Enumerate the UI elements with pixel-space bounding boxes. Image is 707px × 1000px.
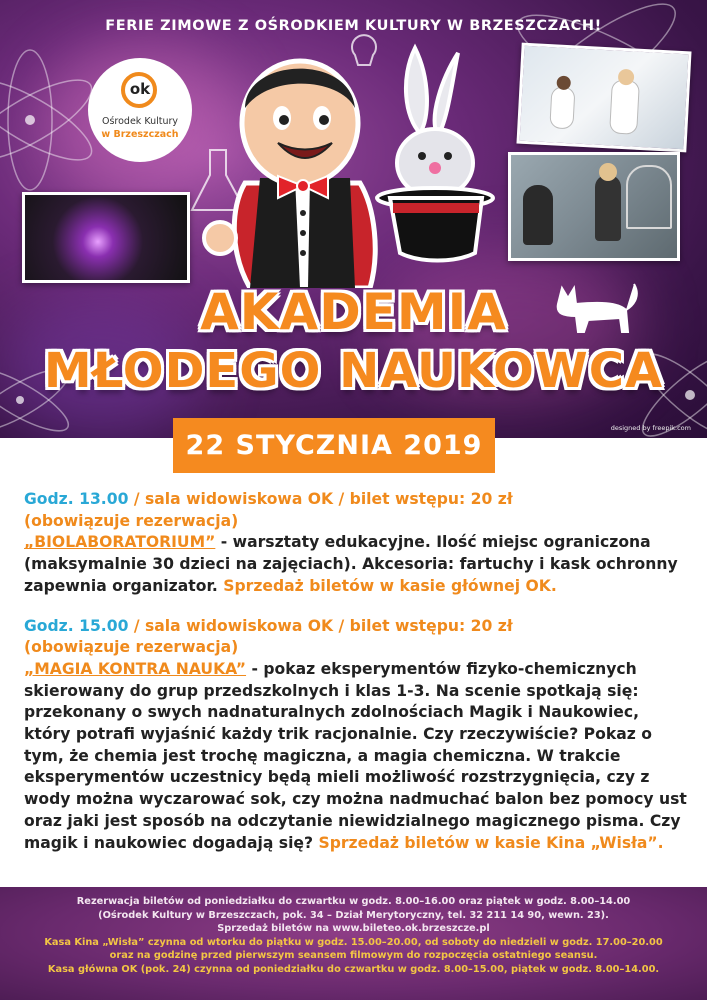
event-1-header [24, 489, 689, 511]
magician-illustration-icon [190, 38, 520, 288]
lab-kids-photo [516, 43, 691, 153]
footer-line-3: Sprzedaż biletów na www.bileteo.ok.brzeszcze.pl [217, 923, 490, 935]
plasma-ball-photo [22, 192, 190, 283]
footer-line-4: Kasa Kina „Wisła” czynna od wtorku do piątku w godz. 15.00–20.00, od soboty do niedzieli w godz. 17.00–20.00 [44, 936, 663, 948]
footer-line-5: oraz na godzinę przed pierwszym seansem filmowym do rozpoczęcia ostatniego seansu. [109, 950, 598, 962]
logo-mark: ok [129, 80, 151, 98]
ok-logo [88, 58, 192, 162]
hero-background [0, 0, 707, 438]
title-line-1: AKADEMIA [200, 283, 507, 341]
event-date: 22 STYCZNIA 2019 [173, 418, 495, 473]
title-line-2: MŁODEGO NAUKOWCA [43, 343, 664, 399]
logo-line-1: Ośrodek Kultury [101, 116, 179, 127]
event-1-info: / sala widowiskowa OK / bilet wstępu: 20 zł [128, 490, 513, 508]
footer-line-6: Kasa główna OK (pok. 24) czynna od poniedziałku do czwartku w godz. 8.00–15.00, piątek w godz. 8.00–14.00. [47, 963, 660, 975]
event-2-header [24, 616, 689, 638]
event-2-desc: - pokaz eksperymentów fizyko-chemicznych skierowany do grup przedszkolnych i klas 1-3. Na scenie spotkają się: przekonany o swych nadnaturalnych zdolnościach Magik i Naukowiec, który potrafi wyjaśnić każdy trik racjonalnie. Czy rzeczywiście? Pokaz o tym, że chemia jest trochę magiczna, a magia chemiczna. W trakcie eksperymentów uczestnicy będą mieli możliwość rozstrzygnięcia, czy z wody można wyczarować sok, czy można nadmuchać balon bez pomocy ust oraz jaki jest sposób na odczytanie niewidzialnego magicznego pisma. Czy magik i naukowiec dogadają się? [24, 659, 687, 852]
event-2-info: / sala widowiskowa OK / bilet wstępu: 20 zł [128, 616, 513, 635]
experiment-kids-photo [508, 152, 680, 261]
footer-line-2: (Ośrodek Kultury w Brzeszczach, pok. 34 – Dział Merytoryczny, tel. 32 211 14 90, wewn. 23). [98, 909, 609, 921]
footer-info [0, 887, 707, 1000]
event-1-body [24, 532, 689, 597]
event-2-name: „MAGIA KONTRA NAUKA” [24, 659, 247, 678]
event-1-sale: Sprzedaż biletów w kasie głównej OK. [223, 576, 557, 595]
footer-line-1: Rezerwacja biletów od poniedziałku do czwartku w godz. 8.00–16.00 oraz piątek w godz. 8.00–14.00 [76, 896, 631, 907]
event-description [24, 489, 689, 854]
top-banner: FERIE ZIMOWE Z OŚRODKIEM KULTURY W BRZESZCZACH! [105, 18, 602, 34]
event-1-time: Godz. 13.00 [24, 490, 129, 508]
event-2-reservation: (obowiązuje rezerwacja) [24, 638, 239, 657]
event-2-body [24, 659, 689, 854]
event-2-sale: Sprzedaż biletów w kasie Kina „Wisła”. [318, 833, 664, 852]
event-2-time: Godz. 15.00 [24, 616, 129, 635]
logo-line-2: w Brzeszczach [101, 129, 179, 140]
image-credit: designed by freepik.com [610, 424, 691, 432]
event-1-desc: - warsztaty edukacyjne. Ilość miejsc ograniczona (maksymalnie 30 dzieci na zajęciach). Akcesoria: fartuchy i kask ochronny zapewnia organizator. [24, 533, 678, 595]
event-1-name: „BIOLABORATORIUM” [24, 533, 216, 552]
event-1-reservation: (obowiązuje rezerwacja) [24, 511, 239, 530]
